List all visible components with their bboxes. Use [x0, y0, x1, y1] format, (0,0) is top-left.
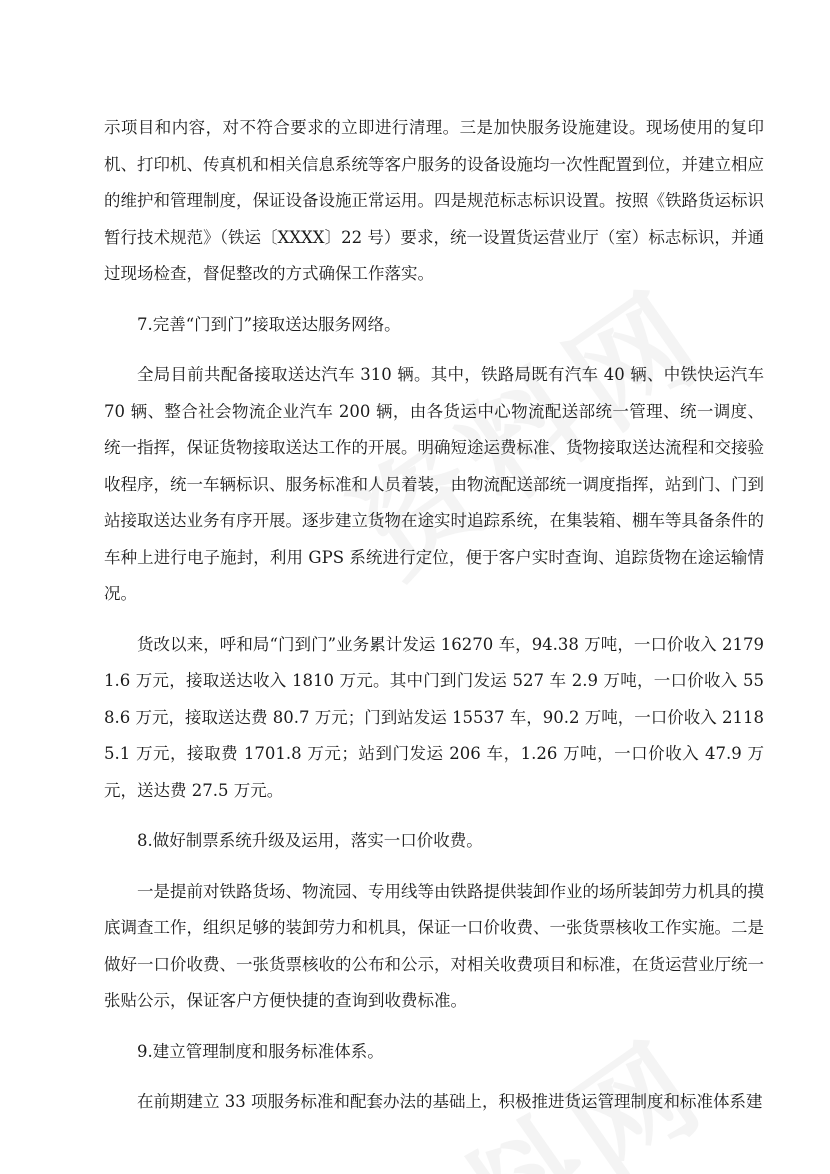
paragraph: 货改以来，呼和局“门到门”业务累计发运 16270 车，94.38 万吨，一口价收入 21791.6 万元，接取送达收入 1810 万元。其中门到门发运 527 车 2.9 万吨，一口价收入 558.6 万元，接取送达费 80.7 万元；门到站发运 15537 车，90.2 万吨，一口价收入 21185.1 万元，接取费 1701.8 万元；站到门发运 206 车，1.26 万吨，一口价收入 47.9 万元，送达费 27.5 万元。	[104, 634, 764, 800]
section-heading: 9.建立管理制度和服务标准体系。	[137, 1041, 384, 1061]
paragraph: 在前期建立 33 项服务标准和配套办法的基础上，积极推进货运管理制度和标准体系建	[137, 1092, 763, 1111]
section-heading: 7.完善“门到门”接取送达服务网络。	[137, 314, 401, 334]
section-heading: 8.做好制票系统升级及运用，落实一口价收费。	[137, 831, 483, 850]
paragraph: 示项目和内容，对不符合要求的立即进行清理。三是加快服务设施建设。现场使用的复印机、打印机、传真机和相关信息系统等客户服务的设备设施均一次性配置到位，并建立相应的维护和管理制度，保证设备设施正常运用。四是规范标志标识设置。按照《铁路货运标识暂行技术规范》（铁运〔XXXX〕22 号）要求，统一设置货运营业厅（室）标志标识，并通过现场检查，督促整改的方式确保工作落实。	[104, 118, 764, 283]
paragraph: 一是提前对铁路货场、物流园、专用线等由铁路提供装卸作业的场所装卸劳力机具的摸底调查工作，组织足够的装卸劳力和机具，保证一口价收费、一张货票核收工作实施。二是做好一口价收费、一张货票核收的公布和公示，对相关收费项目和标准，在货运营业厅统一张贴公示，保证客户方便快捷的查询到收费标准。	[104, 881, 764, 1010]
paragraph: 全局目前共配备接取送达汽车 310 辆。其中，铁路局既有汽车 40 辆、中铁快运汽车 70 辆、整合社会物流企业汽车 200 辆，由各货运中心物流配送部统一管理、统一调度、统一指挥，保证货物接取送达工作的开展。明确短途运费标准、货物接取送达流程和交接验收程序，统一车辆标识、服务标准和人员着装，由物流配送部统一调度指挥，站到门、门到站接取送达业务有序开展。逐步建立货物在途实时追踪系统，在集装箱、棚车等具备条件的车种上进行电子施封，利用 GPS 系统进行定位，便于客户实时查询、追踪货物在途运输情况。	[104, 365, 764, 603]
document-body	[104, 110, 764, 1121]
